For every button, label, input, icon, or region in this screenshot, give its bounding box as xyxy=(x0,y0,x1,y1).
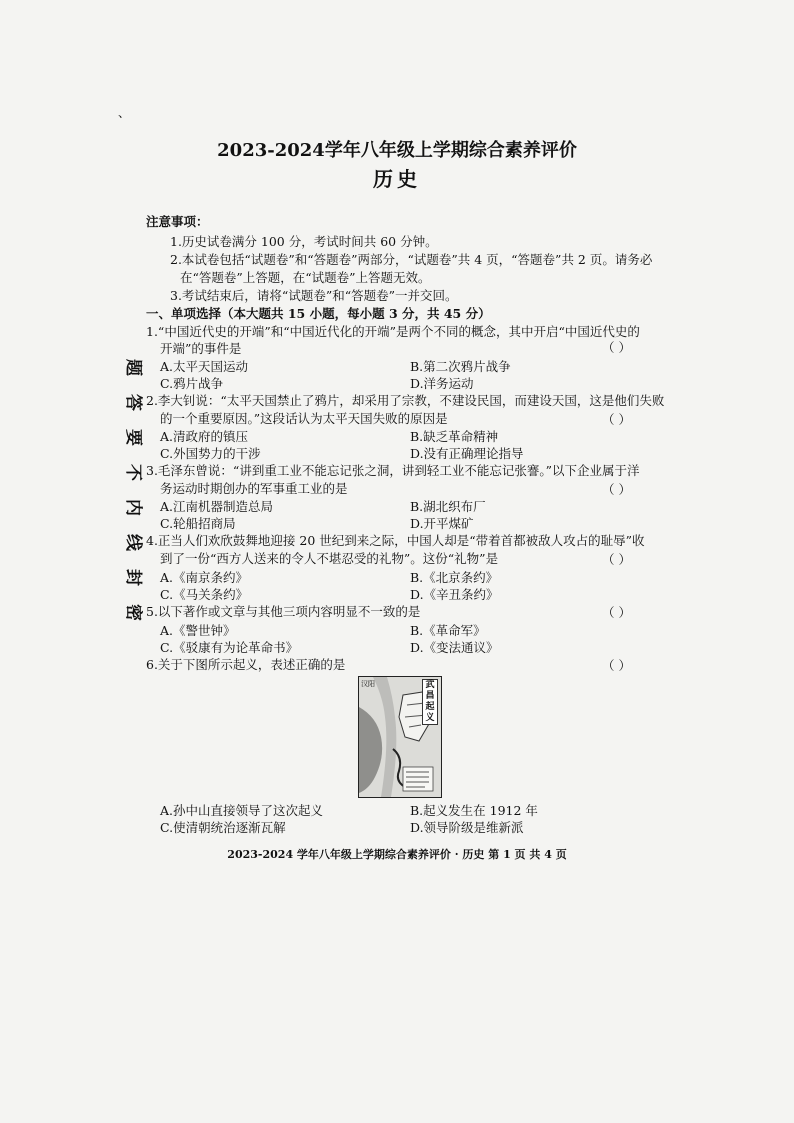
option-b: B.缺乏革命精神 xyxy=(410,429,499,444)
seal-char: 内 xyxy=(122,499,143,516)
answer-bracket: （ ） xyxy=(602,552,631,567)
seal-char: 答 xyxy=(122,394,143,411)
notice-item: 3.考试结束后，请将“试题卷”和“答题卷”一并交回。 xyxy=(170,288,458,303)
map-place-label: 汉阳 xyxy=(361,680,375,688)
question-stem: 开端”的事件是 xyxy=(160,341,242,356)
answer-bracket: （ ） xyxy=(602,605,631,620)
option-c: C.《马关条约》 xyxy=(160,587,249,602)
answer-bracket: （ ） xyxy=(602,340,631,355)
answer-bracket: （ ） xyxy=(602,658,631,673)
option-b: B.湖北织布厂 xyxy=(410,499,486,514)
seal-char: 封 xyxy=(122,569,143,586)
question-stem: 1.“中国近代史的开端”和“中国近代化的开端”是两个不同的概念，其中开启“中国近代史的 xyxy=(146,324,640,339)
question-stem: 4.正当人们欢欣鼓舞地迎接 20 世纪到来之际，中国人却是“带着首都被敌人攻占的耻辱”收 xyxy=(146,533,645,548)
option-a: A.太平天国运动 xyxy=(160,359,249,374)
notice-item: 1.历史试卷满分 100 分，考试时间共 60 分钟。 xyxy=(170,234,438,249)
option-c: C.鸦片战争 xyxy=(160,376,224,391)
option-b: B.第二次鸦片战争 xyxy=(410,359,511,374)
option-c: C.外国势力的干涉 xyxy=(160,446,261,461)
option-d: D.洋务运动 xyxy=(410,376,474,391)
option-b: B.起义发生在 1912 年 xyxy=(410,803,538,818)
question-stem: 到了一份“西方人送来的令人不堪忍受的礼物”。这份“礼物”是 xyxy=(160,551,499,566)
notice-item: 在“答题卷”上答题，在“试题卷”上答题无效。 xyxy=(180,270,431,285)
scan-mark: 、 xyxy=(118,106,131,120)
seal-char: 密 xyxy=(122,604,143,621)
wuchang-uprising-map xyxy=(358,676,442,798)
option-a: A.孙中山直接领导了这次起义 xyxy=(160,803,324,818)
option-d: D.开平煤矿 xyxy=(410,516,474,531)
answer-bracket: （ ） xyxy=(602,482,631,497)
option-b: B.《北京条约》 xyxy=(410,570,499,585)
option-a: A.《南京条约》 xyxy=(160,570,249,585)
option-d: D.领导阶级是维新派 xyxy=(410,820,524,835)
notice-item: 2.本试卷包括“试题卷”和“答题卷”两部分，“试题卷”共 4 页，“答题卷”共 2 页。请务必 xyxy=(170,252,653,267)
option-b: B.《革命军》 xyxy=(410,623,486,638)
option-a: A.江南机器制造总局 xyxy=(160,499,274,514)
seal-char: 线 xyxy=(122,534,143,551)
question-stem: 2.李大钊说：“太平天国禁止了鸦片，却采用了宗教，不建设民国，而建设天国，这是他们失败 xyxy=(146,393,665,408)
question-stem: 5.以下著作或文章与其他三项内容明显不一致的是 xyxy=(146,604,421,619)
subject-title: 历史 xyxy=(373,167,421,191)
section-heading: 一、单项选择（本大题共 15 小题，每小题 3 分，共 45 分） xyxy=(146,306,491,321)
option-c: C.《驳康有为论革命书》 xyxy=(160,640,299,655)
question-stem: 6.关于下图所示起义，表述正确的是 xyxy=(146,657,346,672)
map-title: 武昌起义 xyxy=(422,679,438,725)
exam-title: 2023-2024学年八年级上学期综合素养评价 xyxy=(217,140,577,161)
seal-char: 不 xyxy=(122,464,143,481)
notice-heading: 注意事项： xyxy=(146,214,209,229)
option-d: D.《辛丑条约》 xyxy=(410,587,499,602)
option-c: C.使清朝统治逐渐瓦解 xyxy=(160,820,286,835)
option-d: D.《变法通议》 xyxy=(410,640,499,655)
option-d: D.没有正确理论指导 xyxy=(410,446,524,461)
answer-bracket: （ ） xyxy=(602,412,631,427)
seal-char: 题 xyxy=(122,359,143,376)
option-c: C.轮船招商局 xyxy=(160,516,236,531)
seal-line-text xyxy=(112,350,143,630)
question-stem: 3.毛泽东曾说：“讲到重工业不能忘记张之洞，讲到轻工业不能忘记张謇。”以下企业属于洋 xyxy=(146,463,640,478)
seal-char: 要 xyxy=(122,429,143,446)
page-footer: 2023-2024 学年八年级上学期综合素养评价 · 历史 第 1 页 共 4 页 xyxy=(227,848,567,861)
option-a: A.《警世钟》 xyxy=(160,623,236,638)
question-stem: 的一个重要原因。”这段话认为太平天国失败的原因是 xyxy=(160,411,448,426)
question-stem: 务运动时期创办的军事重工业的是 xyxy=(160,481,348,496)
option-a: A.清政府的镇压 xyxy=(160,429,249,444)
